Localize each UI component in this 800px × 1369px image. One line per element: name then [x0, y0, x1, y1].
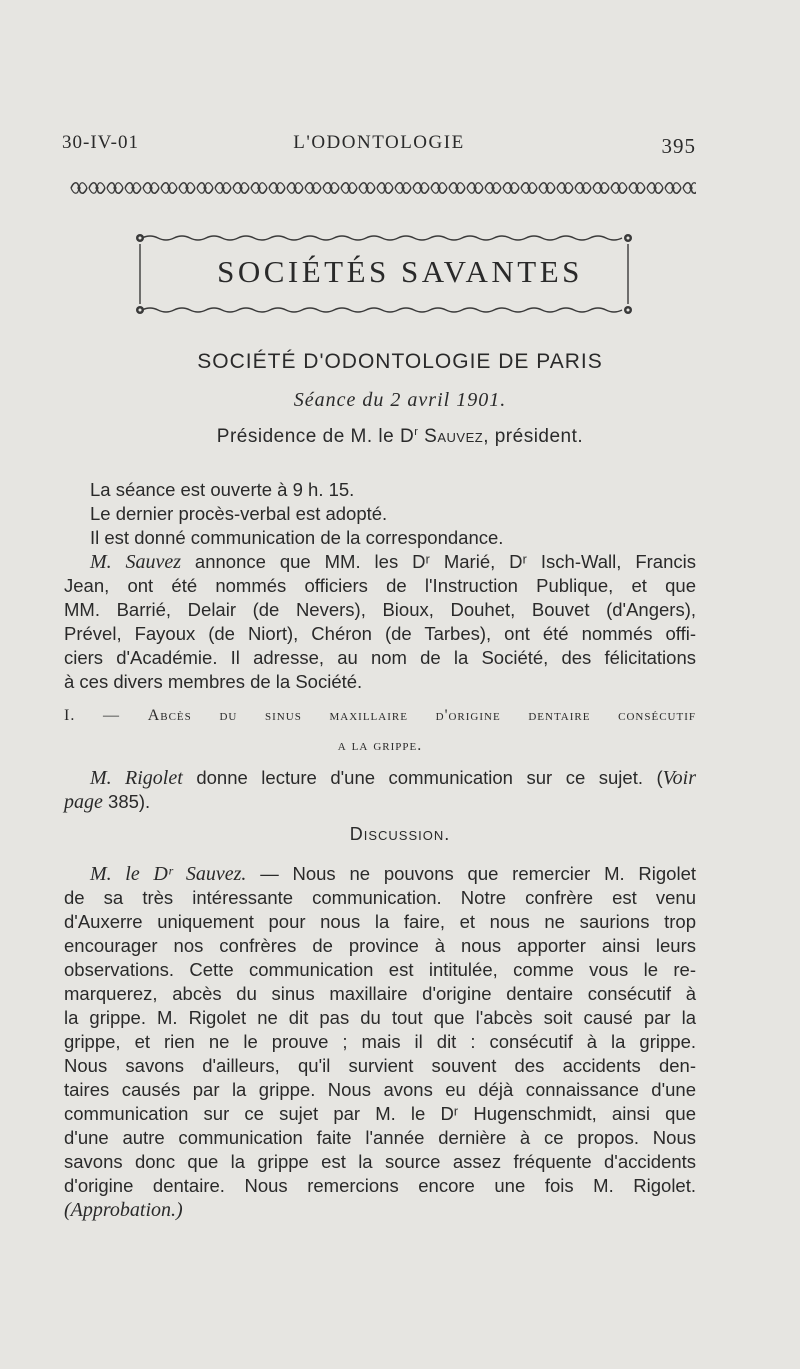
discussion-line: encourager nos confrères de province à nous apporter ainsi leurs [64, 935, 696, 956]
header-date: 30-IV-01 [62, 132, 139, 153]
discussion-line: observations. Cette communication est intitulée, comme vous le re- [64, 959, 696, 980]
rigolet-line: M. Rigolet donne lecture d'une communication sur ce sujet. (Voir [90, 767, 696, 789]
decorative-border-ornament [70, 180, 696, 196]
discussion-line: d'Auxerre uniquement pour nous la faire, et nous ne saurions trop [64, 911, 696, 932]
approbation-note: (Approbation.) [64, 1199, 183, 1221]
rigolet-line: page 385). [64, 791, 151, 813]
announcement-line: Prével, Fayoux (de Niort), Chéron (de Tarbes), ont été nommés offi- [64, 623, 696, 644]
discussion-heading: Discussion. [349, 824, 451, 844]
item-heading: I. — Abcès du sinus maxillaire d'origine dentaire consécutif a la grippe. [64, 707, 696, 754]
discussion-line: savons donc que la grippe est la source assez fréquente d'accidents [64, 1151, 696, 1172]
discussion-line: d'origine dentaire. Nous remercions encore une fois M. Rigolet. [64, 1175, 696, 1196]
opening-line: Le dernier procès-verbal est adopté. [90, 503, 388, 524]
discussion-line: grippe, et rien ne le prouve ; mais il dit : consécutif à la grippe. [64, 1031, 696, 1052]
society-heading: SOCIÉTÉ D'ODONTOLOGIE DE PARIS [197, 350, 603, 373]
discussion-line: M. le Dʳ Sauvez. — Nous ne pouvons que remercier M. Rigolet [90, 863, 696, 885]
discussion-paragraph [64, 862, 696, 1222]
page-number: 395 [661, 134, 696, 158]
discussion-line: de sa très intéressante communication. Notre confrère est venu [64, 887, 696, 908]
opening-line: La séance est ouverte à 9 h. 15. [90, 479, 355, 500]
discussion-line: marquerez, abcès du sinus maxillaire d'origine dentaire consécutif à [64, 983, 696, 1004]
opening-line: Il est donné communication de la correspondance. [90, 527, 504, 548]
announcement-line: M. Sauvez annonce que MM. les Dʳ Marié, Dʳ Isch-Wall, Francis [90, 551, 696, 573]
opening-paragraph [64, 478, 696, 694]
announcement-line: Jean, ont été nommés officiers de l'Instruction Publique, et que [64, 575, 696, 596]
discussion-line: taires causés par la grippe. Nous avons eu déjà connaissance d'une [64, 1079, 696, 1100]
rigolet-paragraph [64, 766, 696, 814]
presidency-line: Présidence de M. le $D^r$ Sauvez, président. [216, 426, 584, 447]
session-date: Séance du 2 avril 1901. [293, 389, 507, 411]
running-header [62, 132, 696, 162]
discussion-line: d'une autre communication faite l'année dernière à ce propos. Nous [64, 1127, 696, 1148]
announcement-line: ciers d'Académie. Il adresse, au nom de la Société, des félicitations [64, 647, 696, 668]
announcement-line: MM. Barrié, Delair (de Nevers), Bioux, Douhet, Bouvet (d'Angers), [64, 599, 696, 620]
discussion-line: Nous savons d'ailleurs, qu'il survient souvent des accidents den- [64, 1055, 696, 1076]
section-title: SOCIÉTÉS SAVANTES [217, 254, 583, 289]
header-journal-title: L'ODONTOLOGIE [293, 132, 465, 153]
announcement-line: à ces divers membres de la Société. [64, 671, 363, 692]
discussion-line: communication sur ce sujet par M. le Dʳ Hugenschmidt, ainsi que [64, 1103, 696, 1124]
discussion-line: la grippe. M. Rigolet ne dit pas du tout que l'abcès soit causé par la [64, 1007, 696, 1028]
